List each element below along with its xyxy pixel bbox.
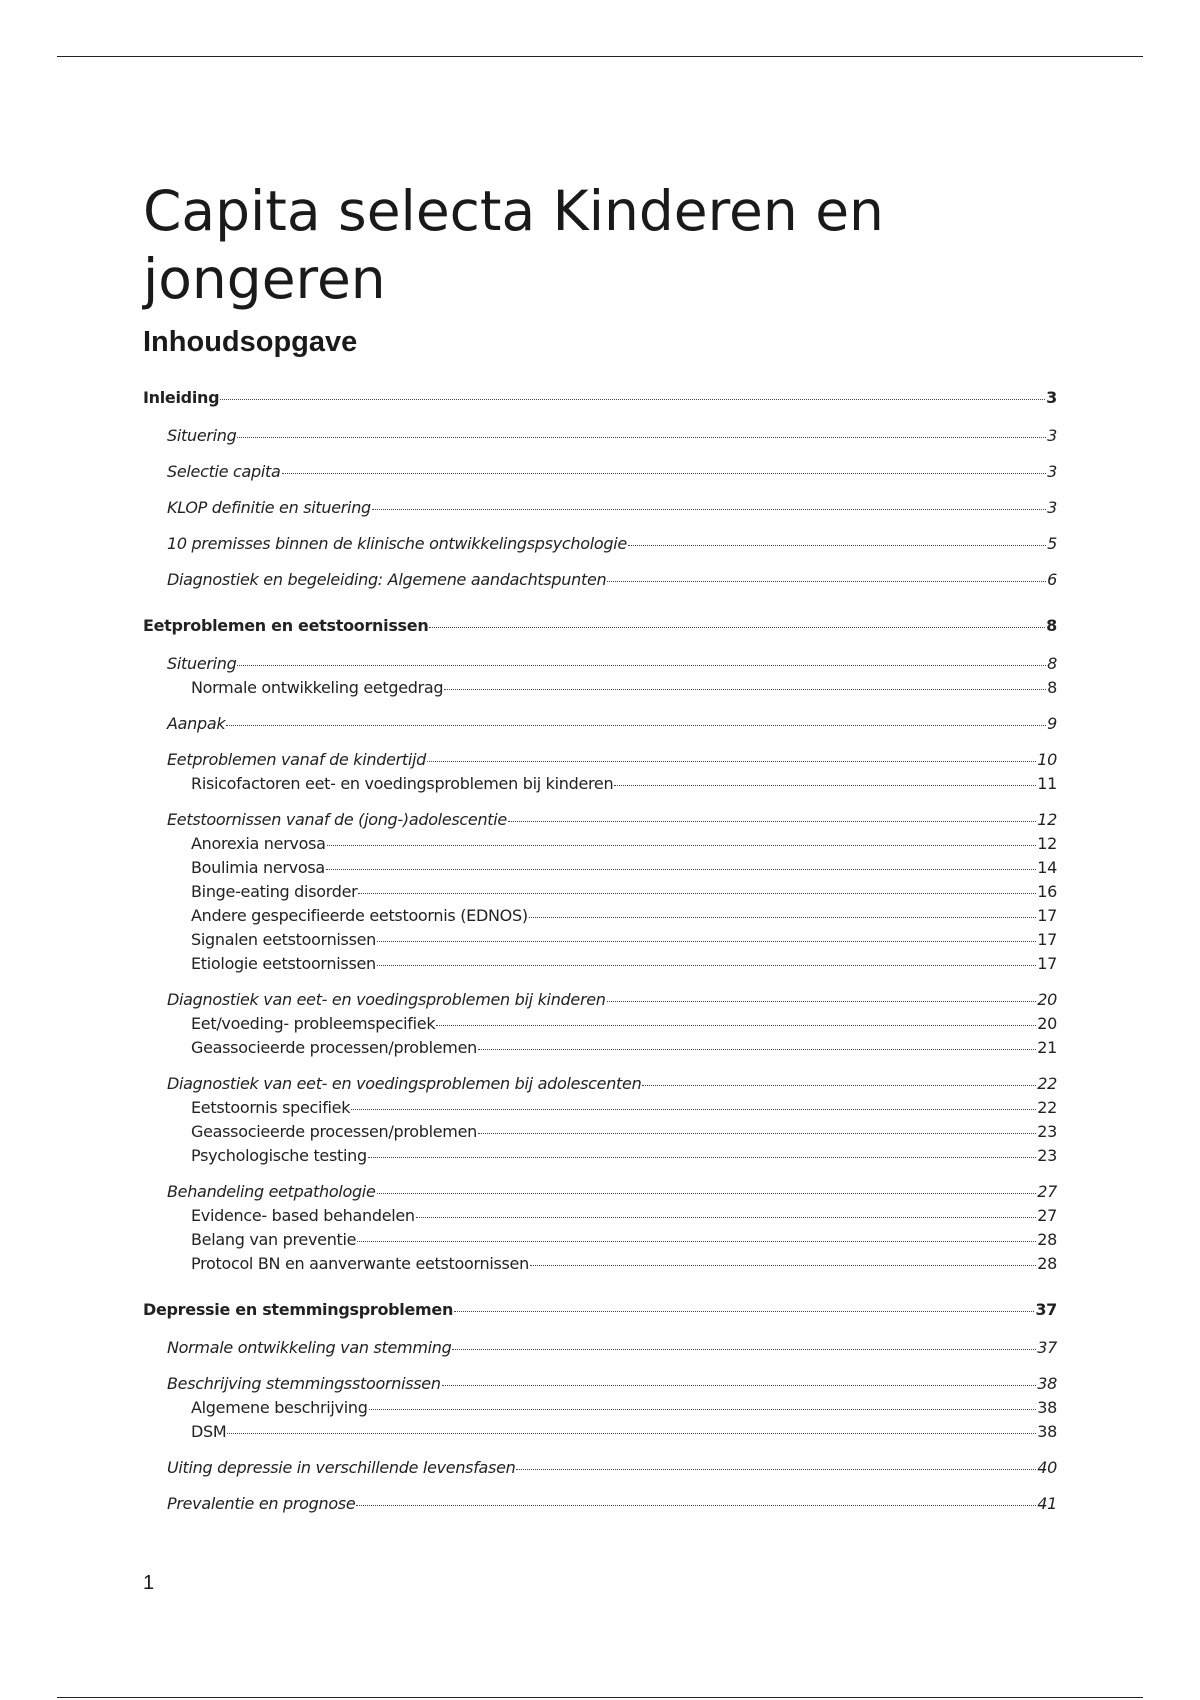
toc-leader-dots (416, 1216, 1036, 1218)
toc-leader-dots (452, 1348, 1036, 1350)
toc-subsection-entry[interactable] (143, 858, 1057, 882)
toc-leader-dots (529, 916, 1036, 918)
toc-subsection-entry[interactable] (143, 1038, 1057, 1062)
toc-entry-title: Eetstoornis specifiek (191, 1098, 351, 1117)
toc-entry-page: 11 (1037, 774, 1057, 793)
toc-subsection-entry[interactable] (143, 774, 1057, 798)
toc-leader-dots (642, 1084, 1036, 1086)
toc-entry-page: 20 (1037, 990, 1057, 1009)
toc-entry-page: 38 (1037, 1422, 1057, 1441)
toc-section-entry[interactable] (143, 1074, 1057, 1098)
toc-entry-title: Inleiding (143, 388, 220, 407)
toc-subsection-entry[interactable] (143, 1206, 1057, 1230)
toc-entry-title: Anorexia nervosa (191, 834, 326, 853)
toc-entry-title: KLOP definitie en situering (167, 498, 371, 517)
toc-leader-dots (326, 868, 1036, 870)
toc-entry-page: 28 (1037, 1230, 1057, 1249)
toc-entry-page: 40 (1037, 1458, 1057, 1477)
toc-entry-page: 37 (1035, 1300, 1057, 1319)
toc-entry-page: 23 (1037, 1122, 1057, 1141)
toc-leader-dots (372, 508, 1046, 510)
toc-entry-page: 38 (1037, 1374, 1057, 1393)
toc-leader-dots (478, 1048, 1036, 1050)
toc-entry-title: Aanpak (167, 714, 226, 733)
toc-entry-page: 3 (1047, 462, 1057, 481)
toc-entry-page: 37 (1037, 1338, 1057, 1357)
toc-leader-dots (377, 940, 1036, 942)
toc-entry-title: Etiologie eetstoornissen (191, 954, 376, 973)
toc-entry-title: Boulimia nervosa (191, 858, 325, 877)
toc-subsection-entry[interactable] (143, 834, 1057, 858)
toc-leader-dots (237, 664, 1046, 666)
toc-entry-page: 22 (1037, 1098, 1057, 1117)
toc-leader-dots (327, 844, 1037, 846)
toc-entry-title: Eetproblemen vanaf de kindertijd (167, 750, 427, 769)
toc-entry-page: 27 (1037, 1182, 1057, 1201)
toc-leader-dots (444, 688, 1046, 690)
toc-entry-title: Behandeling eetpathologie (167, 1182, 376, 1201)
toc-entry-title: Selectie capita (167, 462, 281, 481)
toc-entry-title: Prevalentie en prognose (167, 1494, 356, 1513)
toc-entry-page: 3 (1047, 498, 1057, 517)
toc-chapter-entry[interactable] (143, 1300, 1057, 1324)
toc-section-entry[interactable] (143, 1182, 1057, 1206)
toc-section-entry[interactable] (143, 570, 1057, 594)
toc-entry-page: 22 (1037, 1074, 1057, 1093)
page-number: 1 (143, 1572, 155, 1594)
toc-leader-dots (358, 892, 1036, 894)
toc-chapter-entry[interactable] (143, 388, 1057, 412)
toc-entry-title: Geassocieerde processen/problemen (191, 1038, 477, 1057)
toc-subsection-entry[interactable] (143, 930, 1057, 954)
toc-subsection-entry[interactable] (143, 1398, 1057, 1422)
toc-section-entry[interactable] (143, 426, 1057, 450)
toc-leader-dots (369, 1408, 1037, 1410)
toc-entry-page: 14 (1037, 858, 1057, 877)
toc-entry-page: 21 (1037, 1038, 1057, 1057)
toc-leader-dots (357, 1240, 1036, 1242)
toc-subsection-entry[interactable] (143, 1098, 1057, 1122)
toc-subsection-entry[interactable] (143, 1122, 1057, 1146)
toc-subsection-entry[interactable] (143, 1422, 1057, 1446)
toc-section-entry[interactable] (143, 1374, 1057, 1398)
toc-entry-page: 3 (1046, 388, 1057, 407)
toc-subsection-entry[interactable] (143, 906, 1057, 930)
toc-entry-page: 38 (1037, 1398, 1057, 1417)
toc-subsection-entry[interactable] (143, 954, 1057, 978)
toc-leader-dots (614, 784, 1036, 786)
toc-leader-dots (429, 626, 1045, 628)
toc-entry-title: Protocol BN en aanverwante eetstoornissen (191, 1254, 529, 1273)
toc-entry-page: 20 (1037, 1014, 1057, 1033)
toc-section-entry[interactable] (143, 1338, 1057, 1362)
toc-leader-dots (530, 1264, 1036, 1266)
toc-leader-dots (436, 1024, 1036, 1026)
toc-entry-page: 12 (1037, 834, 1057, 853)
toc-leader-dots (478, 1132, 1036, 1134)
toc-leader-dots (508, 820, 1036, 822)
toc-entry-page: 8 (1047, 654, 1057, 673)
toc-entry-title: Evidence- based behandelen (191, 1206, 415, 1225)
toc-entry-title: Eetproblemen en eetstoornissen (143, 616, 429, 635)
toc-entry-page: 8 (1046, 616, 1057, 635)
toc-entry-title: Belang van preventie (191, 1230, 357, 1249)
toc-entry-title: Uiting depressie in verschillende levensfasen (167, 1458, 516, 1477)
toc-entry-page: 16 (1037, 882, 1057, 901)
toc-leader-dots (220, 398, 1045, 400)
toc-leader-dots (454, 1310, 1034, 1312)
toc-section-entry[interactable] (143, 462, 1057, 486)
toc-leader-dots (607, 1000, 1037, 1002)
toc-entry-title: Situering (167, 426, 237, 445)
toc-entry-page: 17 (1037, 906, 1057, 925)
toc-entry-page: 17 (1037, 930, 1057, 949)
toc-section-entry[interactable] (143, 534, 1057, 558)
toc-entry-title: Situering (167, 654, 237, 673)
toc-section-entry[interactable] (143, 990, 1057, 1014)
toc-leader-dots (516, 1468, 1036, 1470)
toc-entry-page: 28 (1037, 1254, 1057, 1273)
toc-entry-page: 3 (1047, 426, 1057, 445)
toc-leader-dots (368, 1156, 1036, 1158)
toc-entry-title: Eetstoornissen vanaf de (jong-)adolescentie (167, 810, 507, 829)
toc-subsection-entry[interactable] (143, 1230, 1057, 1254)
toc-entry-page: 5 (1047, 534, 1057, 553)
toc-leader-dots (607, 580, 1046, 582)
toc-entry-title: Depressie en stemmingsproblemen (143, 1300, 454, 1319)
toc-entry-title: Normale ontwikkeling eetgedrag (191, 678, 444, 697)
toc-leader-dots (227, 1432, 1036, 1434)
toc-heading: Inhoudsopgave (143, 326, 358, 358)
footer-rule (57, 1697, 1143, 1698)
toc-section-entry[interactable] (143, 498, 1057, 522)
toc-entry-title: 10 premisses binnen de klinische ontwikkelingspsychologie (167, 534, 627, 553)
toc-entry-title: Risicofactoren eet- en voedingsproblemen bij kinderen (191, 774, 614, 793)
toc-section-entry[interactable] (143, 654, 1057, 678)
toc-section-entry[interactable] (143, 1458, 1057, 1482)
toc-leader-dots (226, 724, 1046, 726)
toc-leader-dots (427, 760, 1036, 762)
toc-entry-title: DSM (191, 1422, 227, 1441)
toc-chapter-entry[interactable] (143, 616, 1057, 640)
toc-entry-page: 41 (1037, 1494, 1057, 1513)
toc-leader-dots (377, 964, 1036, 966)
toc-section-entry[interactable] (143, 750, 1057, 774)
toc-leader-dots (282, 472, 1047, 474)
toc-leader-dots (442, 1384, 1037, 1386)
toc-entry-title: Signalen eetstoornissen (191, 930, 377, 949)
toc-entry-title: Eet/voeding- probleemspecifiek (191, 1014, 436, 1033)
toc-entry-title: Binge-eating disorder (191, 882, 358, 901)
toc-entry-title: Psychologische testing (191, 1146, 367, 1165)
toc-subsection-entry[interactable] (143, 882, 1057, 906)
toc-section-entry[interactable] (143, 714, 1057, 738)
toc-entry-page: 23 (1037, 1146, 1057, 1165)
toc-entry-title: Andere gespecifieerde eetstoornis (EDNOS) (191, 906, 528, 925)
toc-subsection-entry[interactable] (143, 1014, 1057, 1038)
toc-leader-dots (377, 1192, 1037, 1194)
toc-entry-title: Beschrijving stemmingsstoornissen (167, 1374, 441, 1393)
toc-entry-page: 9 (1047, 714, 1057, 733)
toc-entry-title: Diagnostiek en begeleiding: Algemene aandachtspunten (167, 570, 607, 589)
toc-subsection-entry[interactable] (143, 1146, 1057, 1170)
toc-section-entry[interactable] (143, 810, 1057, 834)
toc-leader-dots (628, 544, 1046, 546)
toc-entry-title: Diagnostiek van eet- en voedingsproblemen bij kinderen (167, 990, 606, 1009)
toc-section-entry[interactable] (143, 1494, 1057, 1518)
document-title: Capita selecta Kinderen en jongeren (143, 178, 884, 311)
toc-entry-page: 10 (1037, 750, 1057, 769)
toc-entry-title: Algemene beschrijving (191, 1398, 368, 1417)
toc-entry-title: Diagnostiek van eet- en voedingsproblemen bij adolescenten (167, 1074, 642, 1093)
toc-entry-page: 8 (1047, 678, 1057, 697)
toc-entry-page: 12 (1037, 810, 1057, 829)
toc-subsection-entry[interactable] (143, 678, 1057, 702)
toc-entry-page: 27 (1037, 1206, 1057, 1225)
toc-entry-title: Geassocieerde processen/problemen (191, 1122, 477, 1141)
toc-leader-dots (351, 1108, 1036, 1110)
toc-entry-title: Normale ontwikkeling van stemming (167, 1338, 452, 1357)
header-rule (57, 56, 1143, 57)
toc-entry-page: 6 (1047, 570, 1057, 589)
toc-leader-dots (356, 1504, 1036, 1506)
toc-subsection-entry[interactable] (143, 1254, 1057, 1278)
toc-entry-page: 17 (1037, 954, 1057, 973)
toc-leader-dots (237, 436, 1046, 438)
